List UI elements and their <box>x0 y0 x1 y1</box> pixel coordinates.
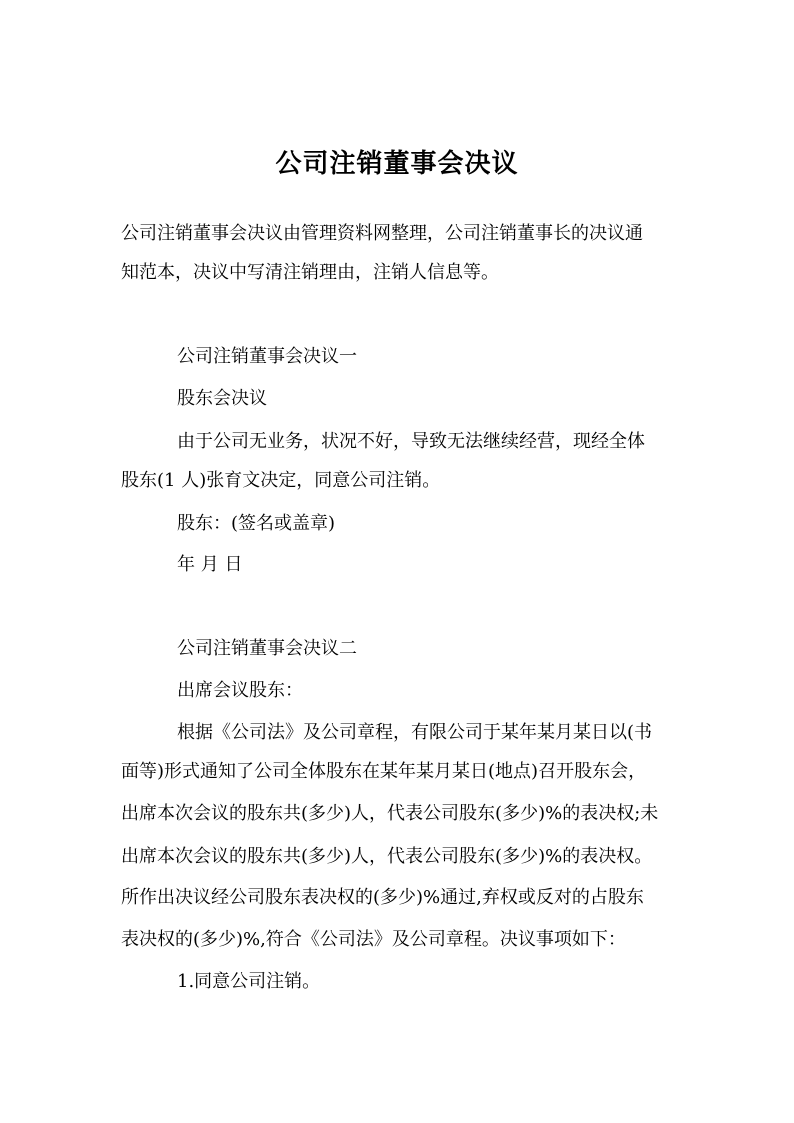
intro-line-2: 知范本，决议中写清注销理由，注销人信息等。 <box>121 262 499 283</box>
section2-body-line-5: 所作出决议经公司股东表决权的(多少)%通过,弃权或反对的占股东 <box>121 887 644 908</box>
section1-signature: 股东：(签名或盖章) <box>177 513 336 534</box>
section1-body-line-2: 股东(1 人)张育文决定，同意公司注销。 <box>121 470 441 491</box>
section2-body-line-3: 出席本次会议的股东共(多少)人，代表公司股东(多少)%的表决权;未 <box>121 803 659 824</box>
section2-body-line-6: 表决权的(多少)%,符合《公司法》及公司章程。决议事项如下： <box>121 929 626 950</box>
section1-date: 年 月 日 <box>177 554 243 575</box>
document-title: 公司注销董事会决议 <box>275 149 519 179</box>
section2-item-1: 1.同意公司注销。 <box>177 971 321 992</box>
section1-body-line-1: 由于公司无业务，状况不好，导致无法继续经营，现经全体 <box>177 431 645 452</box>
intro-line-1: 公司注销董事会决议由管理资料网整理，公司注销董事长的决议通 <box>121 223 643 244</box>
section1-heading: 公司注销董事会决议一 <box>177 346 357 367</box>
section1-subheading: 股东会决议 <box>177 388 267 409</box>
section2-attendees: 出席会议股东： <box>177 680 303 701</box>
section2-body-line-2: 面等)形式通知了公司全体股东在某年某月某日(地点)召开股东会， <box>121 761 647 782</box>
section2-body-line-4: 出席本次会议的股东共(多少)人，代表公司股东(多少)%的表决权。 <box>121 846 653 867</box>
section2-body-line-1: 根据《公司法》及公司章程，有限公司于某年某月某日以(书 <box>177 722 653 743</box>
section2-heading: 公司注销董事会决议二 <box>177 638 357 659</box>
